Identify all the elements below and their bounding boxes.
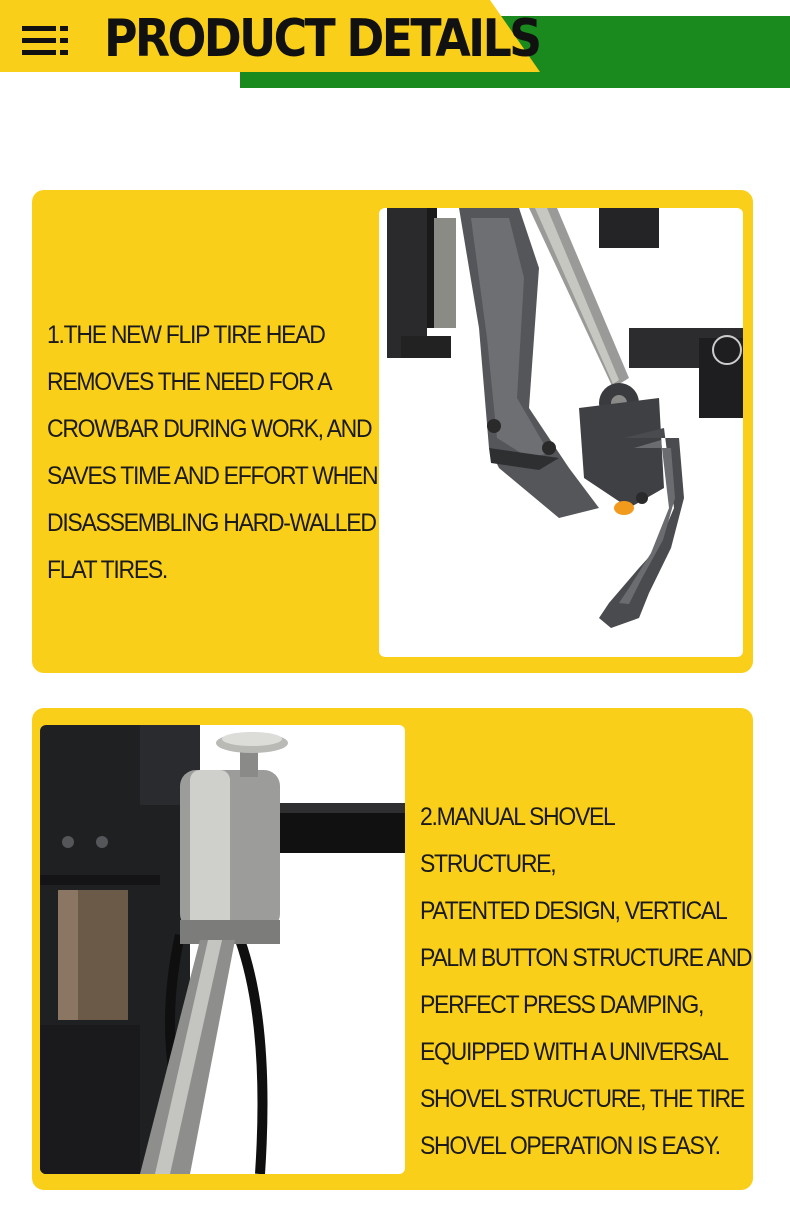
page-title: PRODUCT DETAILS — [104, 9, 540, 69]
feature-card-2 — [32, 708, 753, 1190]
feature-1-description: 1.THE NEW FLIP TIRE HEAD REMOVES THE NEED FOR A CROWBAR DURING WORK, AND SAVES TIME AND EFFORT WHEN DISASSEMBLING HARD-WALLED FLAT TIRES. — [47, 321, 378, 584]
header-banner — [0, 0, 790, 90]
feature-card-1 — [32, 190, 753, 673]
flip-tire-head-photo — [379, 208, 743, 657]
hamburger-menu-icon[interactable] — [22, 26, 72, 56]
feature-2-description: 2.MANUAL SHOVEL STRUCTURE, PATENTED DESIGN, VERTICAL PALM BUTTON STRUCTURE AND PERFECT PRESS DAMPING, EQUIPPED WITH A UNIVERSAL SHOVEL STRUCTURE, THE TIRE SHOVEL OPERATION IS EASY. — [420, 803, 752, 1160]
manual-shovel-valve-photo — [40, 725, 405, 1174]
